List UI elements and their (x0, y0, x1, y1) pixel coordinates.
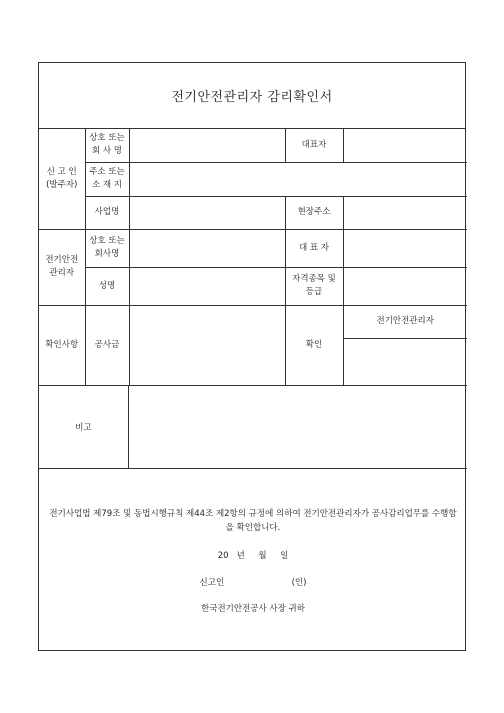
reporter-site-field[interactable] (343, 196, 467, 229)
manager-grade-field[interactable] (343, 267, 467, 305)
reporter-group-label: 신 고 인 (발주자) (39, 129, 85, 229)
reporter-address-label: 주소 또는 소 재 지 (85, 162, 129, 196)
confirm-row-top (39, 305, 467, 338)
reporter-rep-field[interactable] (343, 129, 467, 162)
confirm-manager-label: 전기안전관리자 (343, 305, 467, 338)
reporter-company-label: 상호 또는 회 사 명 (85, 129, 129, 162)
declaration-text: 전기사업법 제79조 및 동법시행규칙 제44조 제2항의 규정에 의하여 전기안전관리자가 공사감리업무를 수행함을 확인합니다. (49, 509, 457, 533)
manager-name-field[interactable] (129, 267, 285, 305)
confirm-label: 확인 (285, 305, 343, 385)
manager-group-label: 전기안전 관리자 (39, 229, 85, 305)
date-line (39, 549, 467, 561)
date-month: 월 (258, 551, 267, 561)
reporter-company-field[interactable] (129, 129, 285, 162)
confirm-amount-label: 공사금 (85, 305, 129, 385)
signature-line (39, 576, 467, 588)
manager-company-label: 상호 또는 회사명 (85, 229, 129, 267)
remark-field[interactable] (129, 385, 467, 468)
confirm-amount-field[interactable] (129, 305, 285, 385)
reporter-project-field[interactable] (129, 196, 285, 229)
form-title: 전기안전관리자 감리확인서 (39, 63, 465, 129)
reporter-project-label: 사업명 (85, 196, 129, 229)
manager-rep-field[interactable] (343, 229, 467, 267)
seal-mark: (인) (291, 578, 307, 588)
reporter-address-row (39, 162, 467, 196)
date-day: 일 (280, 551, 289, 561)
date-prefix: 20 (217, 551, 229, 561)
manager-rep-label: 대 표 자 (285, 229, 343, 267)
form-table (39, 129, 467, 386)
reporter-rep-label: 대표자 (285, 129, 343, 162)
reporter-address-field[interactable] (129, 162, 467, 196)
manager-name-label: 성명 (85, 267, 129, 305)
date-year: 년 (236, 551, 245, 561)
confirmation-form (38, 62, 466, 651)
manager-grade-label: 자격종목 및 등급 (285, 267, 343, 305)
confirm-group-label: 확인사항 (39, 305, 85, 385)
reporter-project-row (39, 196, 467, 229)
remark-label: 비고 (39, 385, 129, 468)
remark-row (39, 385, 467, 469)
confirm-manager-field[interactable] (343, 338, 467, 385)
reporter-site-label: 현장주소 (285, 196, 343, 229)
addressee: 한국전기안전공사 사장 귀하 (201, 604, 305, 614)
reporter-company-row (39, 129, 467, 162)
manager-name-row (39, 267, 467, 305)
signer-label: 신고인 (199, 578, 225, 588)
manager-company-field[interactable] (129, 229, 285, 267)
declaration-section (39, 469, 467, 650)
manager-company-row (39, 229, 467, 267)
